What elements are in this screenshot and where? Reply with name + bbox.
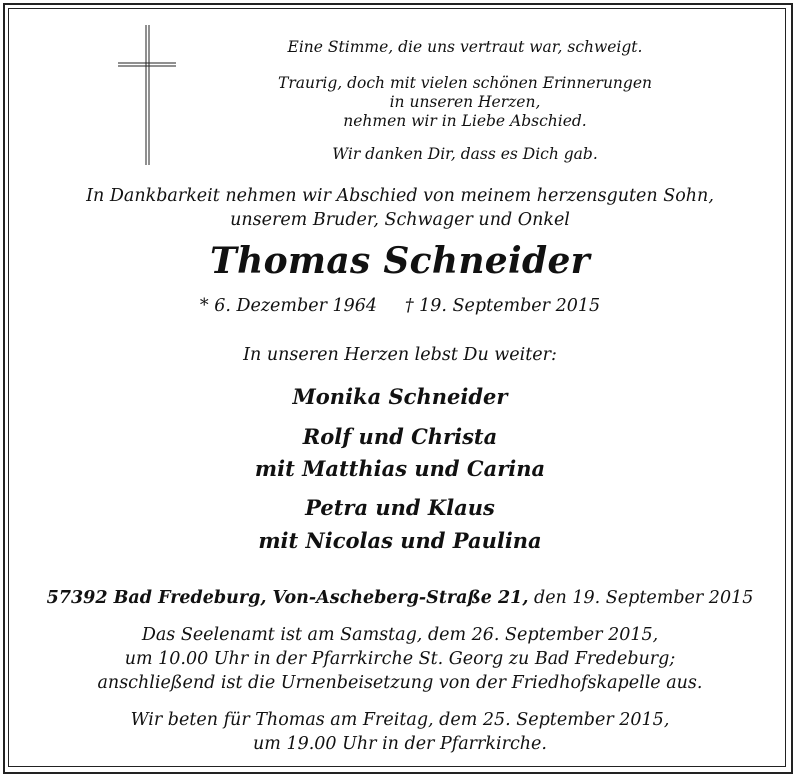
address-line	[0, 588, 800, 608]
intro-line-1: In Dankbarkeit nehmen wir Abschied von meinem herzensguten Sohn,	[86, 186, 714, 206]
service-line-3: anschließend ist die Urnenbeisetzung von der Friedhofskapelle aus.	[97, 673, 703, 693]
mourner-line-5: mit Nicolas und Paulina	[258, 528, 542, 553]
verse-line-4: nehmen wir in Liebe Abschied.	[343, 112, 587, 130]
address-date: den 19. September 2015	[528, 588, 754, 608]
hearts-line: In unseren Herzen lebst Du weiter:	[243, 345, 557, 365]
life-dates: * 6. Dezember 1964 † 19. September 2015	[199, 296, 601, 316]
prayer-line-2: um 19.00 Uhr in der Pfarrkirche.	[253, 734, 547, 754]
mourner-line-1: Monika Schneider	[292, 384, 508, 409]
mourner-line-3: mit Matthias und Carina	[254, 456, 546, 481]
verse-line-3: in unseren Herzen,	[389, 93, 541, 111]
service-line-2: um 10.00 Uhr in der Pfarrkirche St. Georg zu Bad Fredeburg;	[124, 649, 676, 669]
deceased-name: Thomas Schneider	[210, 240, 590, 282]
verse-line-2: Traurig, doch mit vielen schönen Erinnerungen	[278, 74, 652, 92]
mourner-line-2: Rolf und Christa	[302, 424, 498, 449]
intro-line-2: unserem Bruder, Schwager und Onkel	[230, 210, 570, 230]
verse-line-5: Wir danken Dir, dass es Dich gab.	[332, 145, 598, 163]
address-bold: 57392 Bad Fredeburg, Von-Ascheberg-Straße 21,	[46, 588, 529, 608]
service-line-1: Das Seelenamt ist am Samstag, dem 26. September 2015,	[141, 625, 659, 645]
verse-line-1: Eine Stimme, die uns vertraut war, schweigt.	[287, 38, 643, 56]
prayer-line-1: Wir beten für Thomas am Freitag, dem 25. September 2015,	[130, 710, 670, 730]
mourner-line-4: Petra und Klaus	[305, 495, 495, 520]
